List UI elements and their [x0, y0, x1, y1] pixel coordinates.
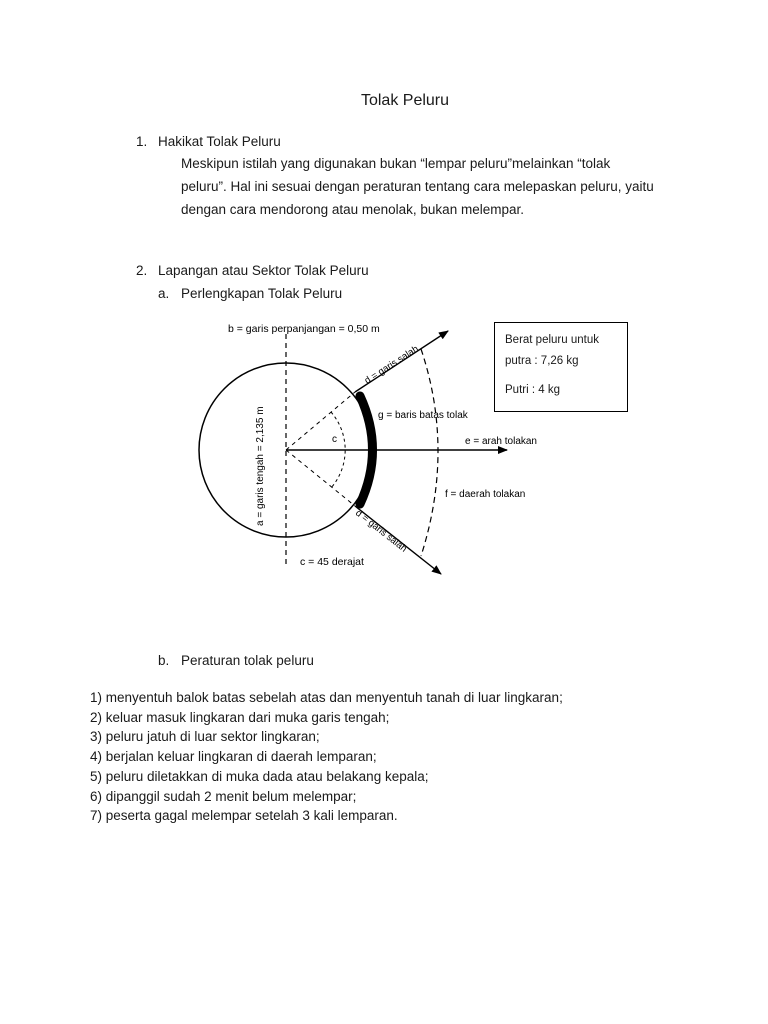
subsection-a-letter: a.	[158, 286, 170, 301]
label-g: g = baris batas tolak	[378, 410, 468, 421]
paragraph-line: peluru”. Hal ini sesuai dengan peraturan tentang cara melepaskan peluru, yaitu	[181, 179, 654, 194]
list-item: 2) keluar masuk lingkaran dari muka garis tengah;	[90, 709, 390, 725]
list-item: 4) berjalan keluar lingkaran di daerah lemparan;	[90, 749, 377, 765]
rules-list	[90, 688, 730, 826]
list-item: 3) peluru jatuh di luar sektor lingkaran;	[90, 729, 320, 745]
label-a: a = garis tengah = 2,135 m	[255, 406, 266, 526]
list-item: 5) peluru diletakkan di muka dada atau belakang kepala;	[90, 768, 429, 784]
landing-sector-arc	[421, 349, 438, 556]
list-item: 1) menyentuh balok batas sebelah atas dan menyentuh tanah di luar lingkaran;	[90, 690, 563, 705]
infobox-line: Berat peluru untuk	[505, 334, 599, 346]
ball-weight-box	[494, 322, 628, 412]
label-d-top: d = garis salah	[362, 343, 421, 387]
label-c: c = 45 derajat	[300, 556, 364, 568]
section-1-paragraph	[181, 152, 681, 221]
section-1-number: 1.	[136, 134, 148, 149]
label-b: b = garis perpanjangan = 0,50 m	[228, 323, 380, 335]
label-e: e = arah tolakan	[465, 436, 537, 447]
section-2-number: 2.	[136, 263, 148, 278]
paragraph-line: dengan cara mendorong atau menolak, bukan melempar.	[181, 202, 524, 217]
infobox-line: putra : 7,26 kg	[505, 355, 579, 367]
subsection-b-heading: Peraturan tolak peluru	[181, 653, 314, 668]
list-item: 7) peserta gagal melempar setelah 3 kali lemparan.	[90, 808, 398, 824]
paragraph-line: Meskipun istilah yang digunakan bukan “lempar peluru”melainkan “tolak	[181, 156, 611, 171]
label-f: f = daerah tolakan	[445, 489, 526, 500]
subsection-a-heading: Perlengkapan Tolak Peluru	[181, 286, 343, 301]
section-1-heading: Hakikat Tolak Peluru	[158, 134, 281, 149]
label-d-bottom: d = garis salah	[353, 507, 409, 555]
page-title: Tolak Peluru	[360, 92, 450, 109]
infobox-line: Putri : 4 kg	[505, 384, 560, 396]
section-2-heading: Lapangan atau Sektor Tolak Peluru	[158, 263, 369, 278]
subsection-b-letter: b.	[158, 653, 170, 668]
label-c-small: c	[332, 434, 337, 445]
list-item: 6) dipanggil sudah 2 menit belum melempar;	[90, 788, 357, 804]
